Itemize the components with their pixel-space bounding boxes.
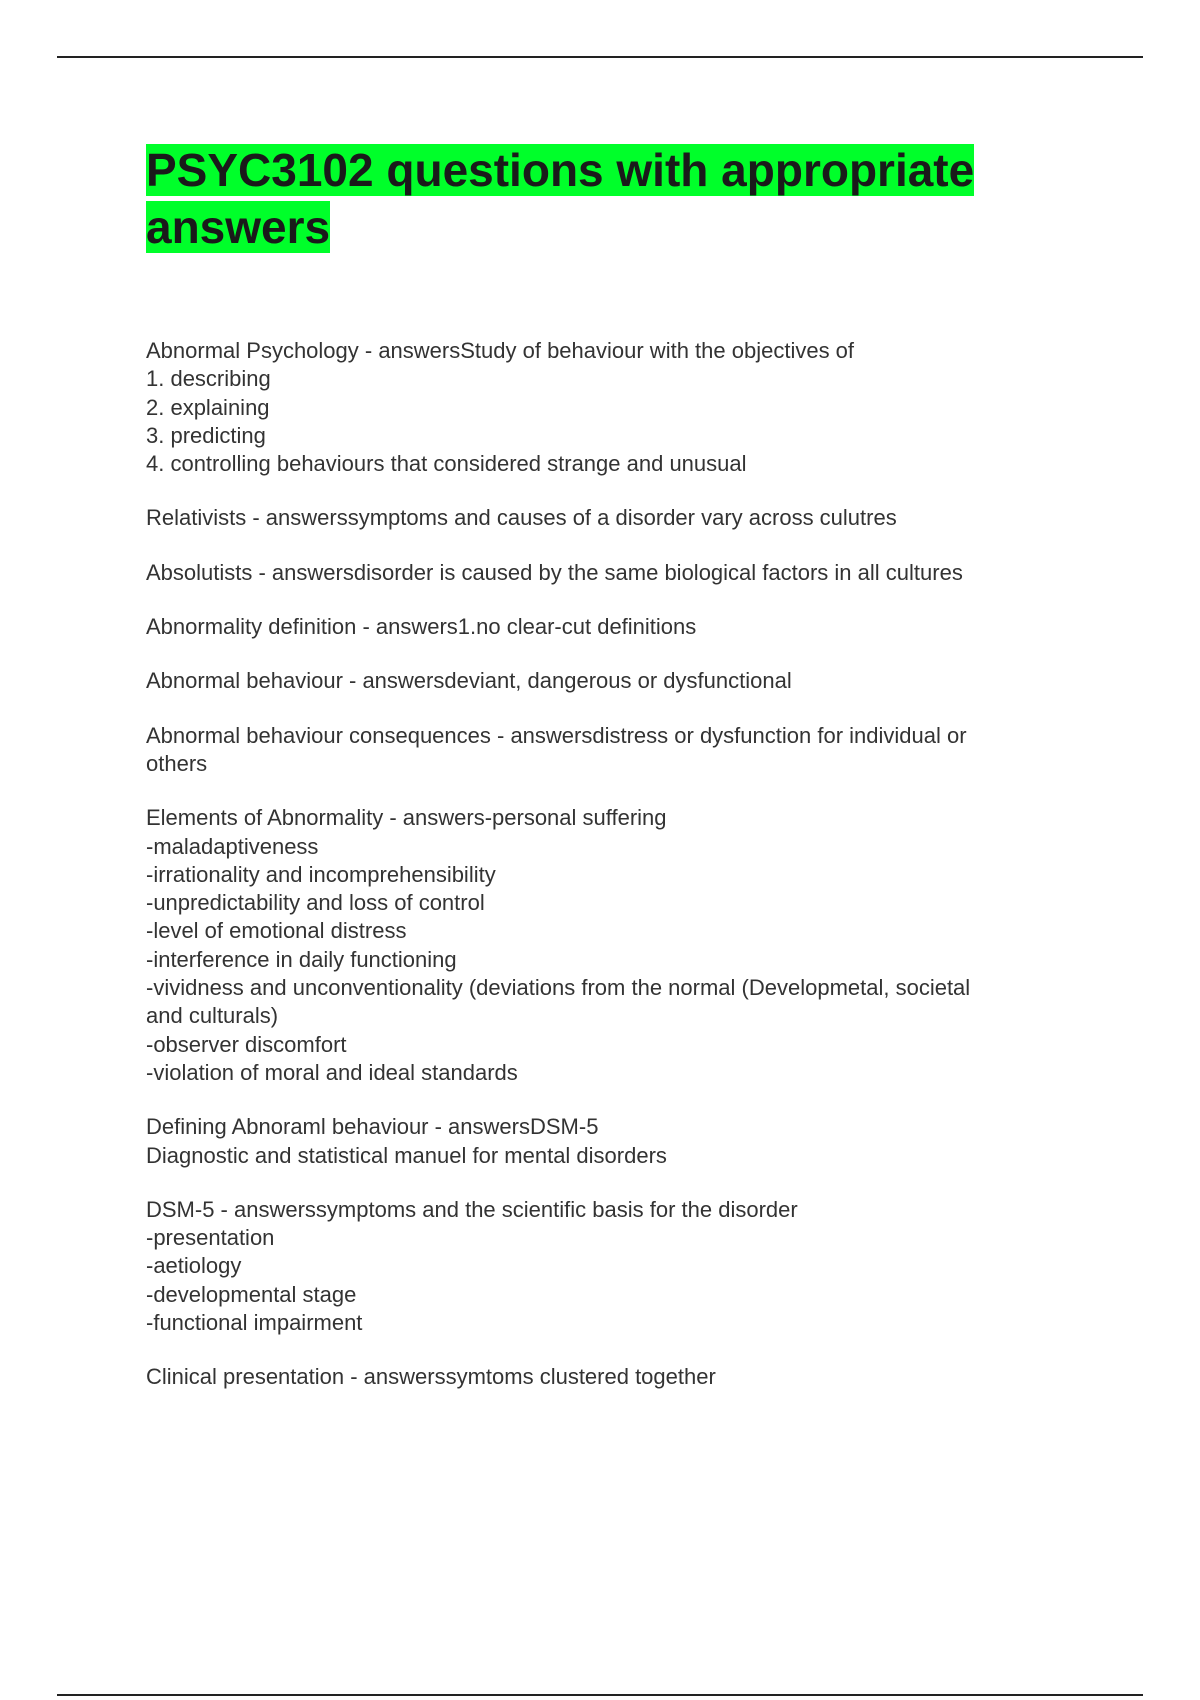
entry-clinical-presentation (146, 1363, 1066, 1391)
entry-line: 2. explaining (146, 394, 270, 420)
entry-line: Clinical presentation - answerssymtoms clustered together (146, 1364, 716, 1390)
entry-line: 1. describing (146, 366, 271, 392)
entry-list (146, 337, 1066, 1392)
top-rule (57, 56, 1143, 58)
entry-abnormal-behaviour (146, 667, 1066, 695)
entry-line: Abnormal behaviour - answersdeviant, dangerous or dysfunctional (146, 668, 792, 694)
entry-line: -interference in daily functioning (146, 946, 457, 972)
entry-line: Abnormal behaviour consequences - answersdistress or dysfunction for individual or (146, 722, 967, 748)
entry-line: -irrationality and incomprehensibility (146, 861, 496, 887)
entry-line: Diagnostic and statistical manuel for mental disorders (146, 1142, 667, 1168)
document-body (146, 142, 1066, 1418)
entry-line: DSM-5 - answerssymptoms and the scientific basis for the disorder (146, 1196, 798, 1222)
entry-line: -functional impairment (146, 1310, 363, 1336)
entry-line: -presentation (146, 1225, 275, 1251)
entry-elements-of-abnormality (146, 804, 1066, 1087)
entry-defining-abnormal-behaviour (146, 1113, 1066, 1170)
entry-line: -level of emotional distress (146, 918, 407, 944)
entry-line: -unpredictability and loss of control (146, 890, 485, 916)
entry-relativists (146, 504, 1066, 532)
entry-line: Defining Abnoraml behaviour - answersDSM-5 (146, 1114, 599, 1140)
entry-line: -maladaptiveness (146, 833, 319, 859)
bottom-rule (57, 1694, 1143, 1696)
entry-line: Relativists - answerssymptoms and causes of a disorder vary across culutres (146, 505, 897, 531)
entry-abnormal-psychology (146, 337, 1066, 478)
entry-line: 4. controlling behaviours that considered strange and unusual (146, 451, 747, 477)
document-title (146, 142, 1066, 256)
entry-line: -developmental stage (146, 1281, 357, 1307)
entry-line: Elements of Abnormality - answers-personal suffering (146, 805, 667, 831)
entry-absolutists (146, 559, 1066, 587)
entry-dsm-5 (146, 1196, 1066, 1337)
entry-line: and culturals) (146, 1003, 279, 1029)
entry-line: -observer discomfort (146, 1031, 347, 1057)
entry-line: -vividness and unconventionality (deviations from the normal (Developmetal, societal (146, 975, 971, 1001)
entry-line: Abnormality definition - answers1.no clear-cut definitions (146, 614, 697, 640)
entry-line: -aetiology (146, 1253, 242, 1279)
entry-abnormality-definition (146, 613, 1066, 641)
document-title-text: PSYC3102 questions with appropriate answers (146, 144, 975, 253)
entry-line: Abnormal Psychology - answersStudy of behaviour with the objectives of (146, 338, 855, 363)
entry-abnormal-behaviour-consequences (146, 722, 1066, 779)
entry-line: Absolutists - answersdisorder is caused by the same biological factors in all cultures (146, 559, 963, 585)
entry-line: 3. predicting (146, 422, 266, 448)
entry-line: -violation of moral and ideal standards (146, 1059, 518, 1085)
entry-line: others (146, 750, 208, 776)
